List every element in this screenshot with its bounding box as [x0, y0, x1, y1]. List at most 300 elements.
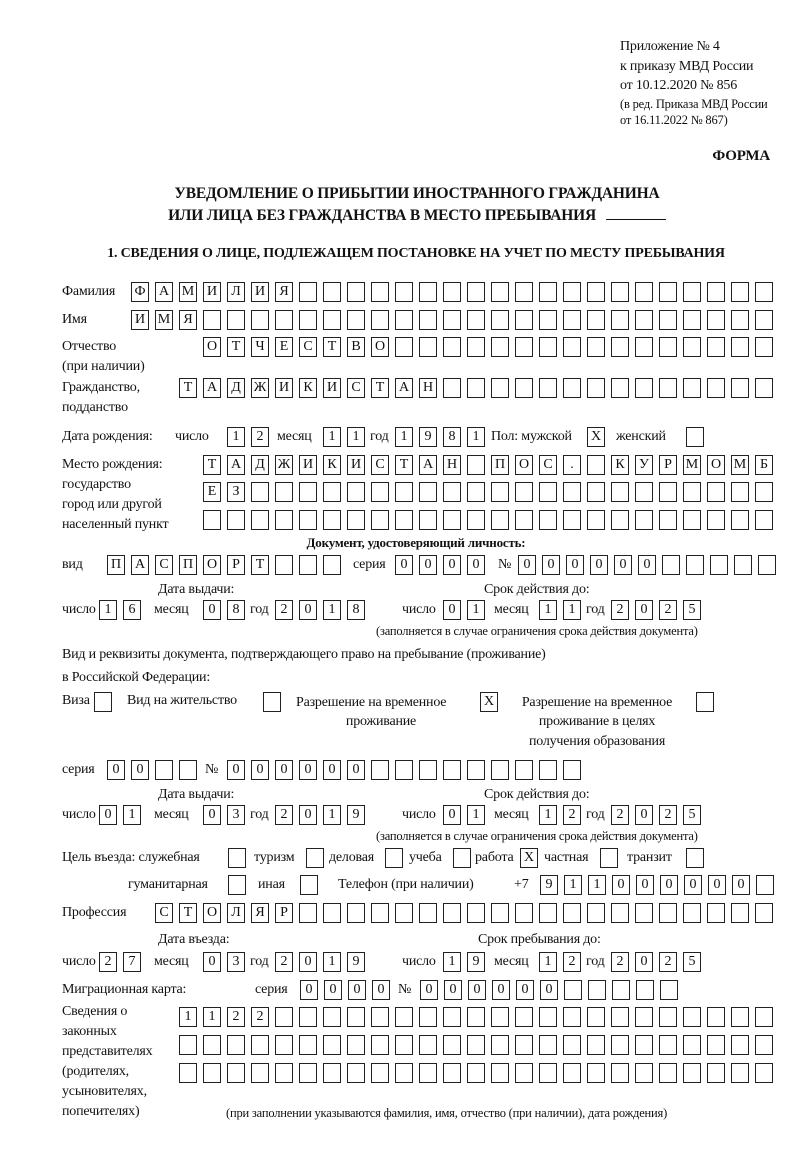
profession-cell[interactable]	[323, 903, 341, 923]
citizenship-cell[interactable]	[683, 378, 701, 398]
reps-1-cell[interactable]	[707, 1007, 725, 1027]
reps-3-cell[interactable]	[395, 1063, 413, 1083]
trp-edu-checkbox[interactable]	[696, 692, 714, 712]
dob-year-cell[interactable]: 8	[443, 427, 461, 447]
profession-cell[interactable]	[539, 903, 557, 923]
mig-number-cell[interactable]	[660, 980, 678, 1000]
permit-issue-year-cell[interactable]: 0	[299, 805, 317, 825]
birthplace-1-cell[interactable]: Т	[395, 455, 413, 475]
birthplace-1-cell[interactable]: У	[635, 455, 653, 475]
permit-exp-month-cell[interactable]: 2	[563, 805, 581, 825]
permit-series-cell[interactable]	[179, 760, 197, 780]
reps-1-cell[interactable]	[587, 1007, 605, 1027]
surname-cell[interactable]	[731, 282, 749, 302]
doc-number-cell[interactable]	[710, 555, 728, 575]
reps-1-cell[interactable]	[299, 1007, 317, 1027]
name-cell[interactable]	[299, 310, 317, 330]
dob-month-cell[interactable]: 1	[347, 427, 365, 447]
name-cell[interactable]	[419, 310, 437, 330]
birthplace-1-cell[interactable]	[587, 455, 605, 475]
patronymic-cell[interactable]: Ч	[251, 337, 269, 357]
purpose-humanitarian-checkbox[interactable]	[228, 875, 246, 895]
mig-series-cell[interactable]: 0	[372, 980, 390, 1000]
reps-1-cell[interactable]	[347, 1007, 365, 1027]
birthplace-3-cell[interactable]	[731, 510, 749, 530]
purpose-official-checkbox[interactable]	[228, 848, 246, 868]
profession-cell[interactable]: Р	[275, 903, 293, 923]
mig-series-cell[interactable]: 0	[300, 980, 318, 1000]
citizenship-cell[interactable]: С	[347, 378, 365, 398]
permit-exp-day-cell[interactable]: 0	[443, 805, 461, 825]
citizenship-cell[interactable]: А	[395, 378, 413, 398]
doc-issue-year-cell[interactable]: 1	[323, 600, 341, 620]
reps-2-cell[interactable]	[587, 1035, 605, 1055]
doc-series-cell[interactable]: 0	[419, 555, 437, 575]
surname-cell[interactable]	[419, 282, 437, 302]
birthplace-1-cell[interactable]: С	[539, 455, 557, 475]
patronymic-cell[interactable]	[539, 337, 557, 357]
reps-2-cell[interactable]	[515, 1035, 533, 1055]
citizenship-cell[interactable]	[491, 378, 509, 398]
stay-year-cell[interactable]: 2	[611, 952, 629, 972]
reps-1-cell[interactable]: 2	[251, 1007, 269, 1027]
birthplace-2-cell[interactable]	[587, 482, 605, 502]
reps-3-cell[interactable]	[707, 1063, 725, 1083]
reps-3-cell[interactable]	[227, 1063, 245, 1083]
purpose-work-checkbox[interactable]: X	[520, 848, 538, 868]
patronymic-cell[interactable]: О	[203, 337, 221, 357]
patronymic-cell[interactable]	[611, 337, 629, 357]
mig-number-cell[interactable]: 0	[540, 980, 558, 1000]
doc-number-cell[interactable]	[758, 555, 776, 575]
birthplace-2-cell[interactable]	[347, 482, 365, 502]
reps-1-cell[interactable]	[443, 1007, 461, 1027]
name-cell[interactable]	[443, 310, 461, 330]
citizenship-cell[interactable]: Ж	[251, 378, 269, 398]
permit-issue-year-cell[interactable]: 9	[347, 805, 365, 825]
sex-female-checkbox[interactable]	[686, 427, 704, 447]
name-cell[interactable]	[227, 310, 245, 330]
citizenship-cell[interactable]: И	[323, 378, 341, 398]
entry-day-cell[interactable]: 7	[123, 952, 141, 972]
mig-number-cell[interactable]: 0	[492, 980, 510, 1000]
surname-cell[interactable]: Я	[275, 282, 293, 302]
surname-cell[interactable]	[323, 282, 341, 302]
birthplace-1-cell[interactable]: К	[323, 455, 341, 475]
phone-cell[interactable]: 1	[564, 875, 582, 895]
reps-3-cell[interactable]	[203, 1063, 221, 1083]
profession-cell[interactable]: Я	[251, 903, 269, 923]
patronymic-cell[interactable]	[443, 337, 461, 357]
mig-number-cell[interactable]: 0	[516, 980, 534, 1000]
surname-cell[interactable]	[371, 282, 389, 302]
phone-cell[interactable]: 0	[684, 875, 702, 895]
reps-3-cell[interactable]	[635, 1063, 653, 1083]
mig-number-cell[interactable]	[636, 980, 654, 1000]
profession-cell[interactable]	[467, 903, 485, 923]
patronymic-cell[interactable]	[755, 337, 773, 357]
birthplace-1-cell[interactable]: Н	[443, 455, 461, 475]
reps-3-cell[interactable]	[467, 1063, 485, 1083]
reps-2-cell[interactable]	[419, 1035, 437, 1055]
profession-cell[interactable]	[611, 903, 629, 923]
dob-year-cell[interactable]: 1	[467, 427, 485, 447]
reps-1-cell[interactable]	[563, 1007, 581, 1027]
name-cell[interactable]	[275, 310, 293, 330]
reps-2-cell[interactable]	[371, 1035, 389, 1055]
citizenship-cell[interactable]	[443, 378, 461, 398]
mig-number-cell[interactable]: 0	[444, 980, 462, 1000]
profession-cell[interactable]: Л	[227, 903, 245, 923]
mig-number-cell[interactable]	[564, 980, 582, 1000]
permit-issue-year-cell[interactable]: 1	[323, 805, 341, 825]
profession-cell[interactable]	[395, 903, 413, 923]
permit-series-cell[interactable]	[155, 760, 173, 780]
birthplace-2-cell[interactable]	[467, 482, 485, 502]
birthplace-3-cell[interactable]	[611, 510, 629, 530]
doc-type-cell[interactable]: Т	[251, 555, 269, 575]
doc-type-cell[interactable]	[275, 555, 293, 575]
permit-issue-year-cell[interactable]: 2	[275, 805, 293, 825]
permit-exp-day-cell[interactable]: 1	[467, 805, 485, 825]
patronymic-cell[interactable]: Т	[227, 337, 245, 357]
reps-2-cell[interactable]	[491, 1035, 509, 1055]
surname-cell[interactable]	[395, 282, 413, 302]
doc-number-cell[interactable]	[734, 555, 752, 575]
birthplace-1-cell[interactable]: Ж	[275, 455, 293, 475]
patronymic-cell[interactable]: С	[299, 337, 317, 357]
citizenship-cell[interactable]	[563, 378, 581, 398]
birthplace-2-cell[interactable]	[515, 482, 533, 502]
profession-cell[interactable]	[755, 903, 773, 923]
mig-number-cell[interactable]: 0	[420, 980, 438, 1000]
mig-number-cell[interactable]	[588, 980, 606, 1000]
name-cell[interactable]	[683, 310, 701, 330]
permit-number-cell[interactable]	[443, 760, 461, 780]
phone-cell[interactable]: 0	[612, 875, 630, 895]
birthplace-2-cell[interactable]	[371, 482, 389, 502]
doc-number-cell[interactable]: 0	[566, 555, 584, 575]
name-cell[interactable]: М	[155, 310, 173, 330]
reps-1-cell[interactable]	[515, 1007, 533, 1027]
name-cell[interactable]	[371, 310, 389, 330]
doc-issue-year-cell[interactable]: 8	[347, 600, 365, 620]
reps-1-cell[interactable]	[611, 1007, 629, 1027]
birthplace-3-cell[interactable]	[251, 510, 269, 530]
name-cell[interactable]	[395, 310, 413, 330]
birthplace-2-cell[interactable]	[707, 482, 725, 502]
name-cell[interactable]	[467, 310, 485, 330]
doc-exp-year-cell[interactable]: 0	[635, 600, 653, 620]
mig-series-cell[interactable]: 0	[348, 980, 366, 1000]
purpose-tourism-checkbox[interactable]	[306, 848, 324, 868]
reps-2-cell[interactable]	[227, 1035, 245, 1055]
reps-1-cell[interactable]: 2	[227, 1007, 245, 1027]
doc-issue-day-cell[interactable]: 1	[99, 600, 117, 620]
reps-1-cell[interactable]	[539, 1007, 557, 1027]
birthplace-3-cell[interactable]	[203, 510, 221, 530]
name-cell[interactable]	[539, 310, 557, 330]
reps-1-cell[interactable]	[635, 1007, 653, 1027]
citizenship-cell[interactable]	[755, 378, 773, 398]
phone-cell[interactable]: 9	[540, 875, 558, 895]
entry-day-cell[interactable]: 2	[99, 952, 117, 972]
phone-cell[interactable]: 0	[660, 875, 678, 895]
citizenship-cell[interactable]	[611, 378, 629, 398]
reps-2-cell[interactable]	[563, 1035, 581, 1055]
reps-1-cell[interactable]: 1	[179, 1007, 197, 1027]
visa-checkbox[interactable]	[94, 692, 112, 712]
profession-cell[interactable]	[371, 903, 389, 923]
reps-2-cell[interactable]	[467, 1035, 485, 1055]
stay-day-cell[interactable]: 9	[467, 952, 485, 972]
reps-3-cell[interactable]	[515, 1063, 533, 1083]
surname-cell[interactable]	[587, 282, 605, 302]
patronymic-cell[interactable]	[659, 337, 677, 357]
profession-cell[interactable]: О	[203, 903, 221, 923]
surname-cell[interactable]: Л	[227, 282, 245, 302]
birthplace-3-cell[interactable]	[323, 510, 341, 530]
profession-cell[interactable]	[563, 903, 581, 923]
birthplace-2-cell[interactable]	[299, 482, 317, 502]
citizenship-cell[interactable]: Н	[419, 378, 437, 398]
reps-3-cell[interactable]	[539, 1063, 557, 1083]
purpose-transit-checkbox[interactable]	[686, 848, 704, 868]
patronymic-cell[interactable]	[683, 337, 701, 357]
doc-number-cell[interactable]	[662, 555, 680, 575]
reps-3-cell[interactable]	[755, 1063, 773, 1083]
birthplace-3-cell[interactable]	[587, 510, 605, 530]
reps-2-cell[interactable]	[275, 1035, 293, 1055]
reps-3-cell[interactable]	[323, 1063, 341, 1083]
doc-issue-month-cell[interactable]: 8	[227, 600, 245, 620]
profession-cell[interactable]	[659, 903, 677, 923]
mig-number-cell[interactable]: 0	[468, 980, 486, 1000]
birthplace-1-cell[interactable]: К	[611, 455, 629, 475]
reps-2-cell[interactable]	[347, 1035, 365, 1055]
permit-number-cell[interactable]: 0	[323, 760, 341, 780]
name-cell[interactable]	[203, 310, 221, 330]
patronymic-cell[interactable]	[395, 337, 413, 357]
citizenship-cell[interactable]	[731, 378, 749, 398]
doc-issue-month-cell[interactable]: 0	[203, 600, 221, 620]
mig-series-cell[interactable]: 0	[324, 980, 342, 1000]
doc-issue-year-cell[interactable]: 0	[299, 600, 317, 620]
reps-2-cell[interactable]	[203, 1035, 221, 1055]
reps-3-cell[interactable]	[611, 1063, 629, 1083]
doc-issue-year-cell[interactable]: 2	[275, 600, 293, 620]
surname-cell[interactable]: И	[203, 282, 221, 302]
doc-exp-month-cell[interactable]: 1	[539, 600, 557, 620]
stay-year-cell[interactable]: 2	[659, 952, 677, 972]
citizenship-cell[interactable]	[539, 378, 557, 398]
permit-issue-month-cell[interactable]: 3	[227, 805, 245, 825]
doc-exp-day-cell[interactable]: 0	[443, 600, 461, 620]
surname-cell[interactable]: Ф	[131, 282, 149, 302]
birthplace-3-cell[interactable]	[563, 510, 581, 530]
birthplace-2-cell[interactable]	[683, 482, 701, 502]
profession-cell[interactable]	[515, 903, 533, 923]
stay-year-cell[interactable]: 5	[683, 952, 701, 972]
doc-type-cell[interactable]: С	[155, 555, 173, 575]
reps-2-cell[interactable]	[179, 1035, 197, 1055]
citizenship-cell[interactable]	[467, 378, 485, 398]
name-cell[interactable]	[587, 310, 605, 330]
doc-type-cell[interactable]: П	[107, 555, 125, 575]
patronymic-cell[interactable]	[515, 337, 533, 357]
profession-cell[interactable]	[635, 903, 653, 923]
birthplace-1-cell[interactable]	[467, 455, 485, 475]
birthplace-3-cell[interactable]	[539, 510, 557, 530]
birthplace-1-cell[interactable]: Т	[203, 455, 221, 475]
doc-number-cell[interactable]: 0	[518, 555, 536, 575]
surname-cell[interactable]	[707, 282, 725, 302]
surname-cell[interactable]	[443, 282, 461, 302]
citizenship-cell[interactable]	[587, 378, 605, 398]
birthplace-2-cell[interactable]	[659, 482, 677, 502]
birthplace-2-cell[interactable]	[611, 482, 629, 502]
birthplace-2-cell[interactable]	[395, 482, 413, 502]
reps-3-cell[interactable]	[491, 1063, 509, 1083]
reps-3-cell[interactable]	[347, 1063, 365, 1083]
name-cell[interactable]	[611, 310, 629, 330]
birthplace-2-cell[interactable]	[755, 482, 773, 502]
dob-day-cell[interactable]: 1	[227, 427, 245, 447]
reps-3-cell[interactable]	[299, 1063, 317, 1083]
patronymic-cell[interactable]	[731, 337, 749, 357]
phone-cell[interactable]	[756, 875, 774, 895]
surname-cell[interactable]	[467, 282, 485, 302]
permit-exp-month-cell[interactable]: 1	[539, 805, 557, 825]
reps-2-cell[interactable]	[539, 1035, 557, 1055]
birthplace-2-cell[interactable]	[275, 482, 293, 502]
permit-number-cell[interactable]	[563, 760, 581, 780]
entry-month-cell[interactable]: 0	[203, 952, 221, 972]
doc-number-cell[interactable]: 0	[542, 555, 560, 575]
reps-3-cell[interactable]	[419, 1063, 437, 1083]
sex-male-checkbox[interactable]: X	[587, 427, 605, 447]
surname-cell[interactable]	[299, 282, 317, 302]
birthplace-3-cell[interactable]	[419, 510, 437, 530]
reps-2-cell[interactable]	[299, 1035, 317, 1055]
doc-number-cell[interactable]: 0	[614, 555, 632, 575]
doc-number-cell[interactable]: 0	[590, 555, 608, 575]
patronymic-cell[interactable]	[467, 337, 485, 357]
birthplace-2-cell[interactable]	[443, 482, 461, 502]
citizenship-cell[interactable]	[635, 378, 653, 398]
surname-cell[interactable]	[563, 282, 581, 302]
reps-1-cell[interactable]	[683, 1007, 701, 1027]
doc-type-cell[interactable]: Р	[227, 555, 245, 575]
birthplace-1-cell[interactable]: И	[299, 455, 317, 475]
doc-type-cell[interactable]	[299, 555, 317, 575]
phone-cell[interactable]: 0	[708, 875, 726, 895]
profession-cell[interactable]: Т	[179, 903, 197, 923]
name-cell[interactable]	[491, 310, 509, 330]
birthplace-1-cell[interactable]: С	[371, 455, 389, 475]
patronymic-cell[interactable]: О	[371, 337, 389, 357]
permit-issue-day-cell[interactable]: 0	[99, 805, 117, 825]
birthplace-3-cell[interactable]	[371, 510, 389, 530]
stay-month-cell[interactable]: 1	[539, 952, 557, 972]
name-cell[interactable]	[635, 310, 653, 330]
birthplace-3-cell[interactable]	[683, 510, 701, 530]
patronymic-cell[interactable]	[587, 337, 605, 357]
reps-2-cell[interactable]	[707, 1035, 725, 1055]
patronymic-cell[interactable]	[563, 337, 581, 357]
doc-number-cell[interactable]	[686, 555, 704, 575]
permit-number-cell[interactable]	[395, 760, 413, 780]
name-cell[interactable]	[347, 310, 365, 330]
name-cell[interactable]: И	[131, 310, 149, 330]
permit-number-cell[interactable]	[491, 760, 509, 780]
surname-cell[interactable]	[347, 282, 365, 302]
birthplace-3-cell[interactable]	[707, 510, 725, 530]
reps-2-cell[interactable]	[731, 1035, 749, 1055]
doc-exp-year-cell[interactable]: 5	[683, 600, 701, 620]
citizenship-cell[interactable]	[707, 378, 725, 398]
birthplace-1-cell[interactable]: О	[515, 455, 533, 475]
profession-cell[interactable]	[587, 903, 605, 923]
name-cell[interactable]	[515, 310, 533, 330]
profession-cell[interactable]	[491, 903, 509, 923]
name-cell[interactable]	[659, 310, 677, 330]
permit-issue-day-cell[interactable]: 1	[123, 805, 141, 825]
permit-number-cell[interactable]	[467, 760, 485, 780]
patronymic-cell[interactable]: Т	[323, 337, 341, 357]
doc-number-cell[interactable]: 0	[638, 555, 656, 575]
birthplace-3-cell[interactable]	[491, 510, 509, 530]
reps-1-cell[interactable]	[731, 1007, 749, 1027]
doc-series-cell[interactable]: 0	[395, 555, 413, 575]
birthplace-2-cell[interactable]	[635, 482, 653, 502]
entry-year-cell[interactable]: 1	[323, 952, 341, 972]
profession-cell[interactable]	[443, 903, 461, 923]
reps-3-cell[interactable]	[683, 1063, 701, 1083]
reps-3-cell[interactable]	[443, 1063, 461, 1083]
phone-cell[interactable]: 0	[636, 875, 654, 895]
entry-year-cell[interactable]: 0	[299, 952, 317, 972]
reps-1-cell[interactable]	[323, 1007, 341, 1027]
citizenship-cell[interactable]: Д	[227, 378, 245, 398]
permit-exp-year-cell[interactable]: 5	[683, 805, 701, 825]
surname-cell[interactable]	[755, 282, 773, 302]
citizenship-cell[interactable]: К	[299, 378, 317, 398]
birthplace-1-cell[interactable]: .	[563, 455, 581, 475]
permit-number-cell[interactable]: 0	[299, 760, 317, 780]
patronymic-cell[interactable]: Е	[275, 337, 293, 357]
reps-1-cell[interactable]	[755, 1007, 773, 1027]
birthplace-2-cell[interactable]	[323, 482, 341, 502]
surname-cell[interactable]	[683, 282, 701, 302]
citizenship-cell[interactable]: Т	[371, 378, 389, 398]
reps-2-cell[interactable]	[683, 1035, 701, 1055]
profession-cell[interactable]: С	[155, 903, 173, 923]
profession-cell[interactable]	[731, 903, 749, 923]
reps-1-cell[interactable]	[659, 1007, 677, 1027]
permit-number-cell[interactable]	[539, 760, 557, 780]
phone-cell[interactable]: 0	[732, 875, 750, 895]
entry-year-cell[interactable]: 2	[275, 952, 293, 972]
reps-2-cell[interactable]	[755, 1035, 773, 1055]
patronymic-cell[interactable]	[707, 337, 725, 357]
reps-2-cell[interactable]	[251, 1035, 269, 1055]
surname-cell[interactable]	[491, 282, 509, 302]
birthplace-3-cell[interactable]	[227, 510, 245, 530]
birthplace-2-cell[interactable]: Е	[203, 482, 221, 502]
profession-cell[interactable]	[347, 903, 365, 923]
permit-number-cell[interactable]	[419, 760, 437, 780]
